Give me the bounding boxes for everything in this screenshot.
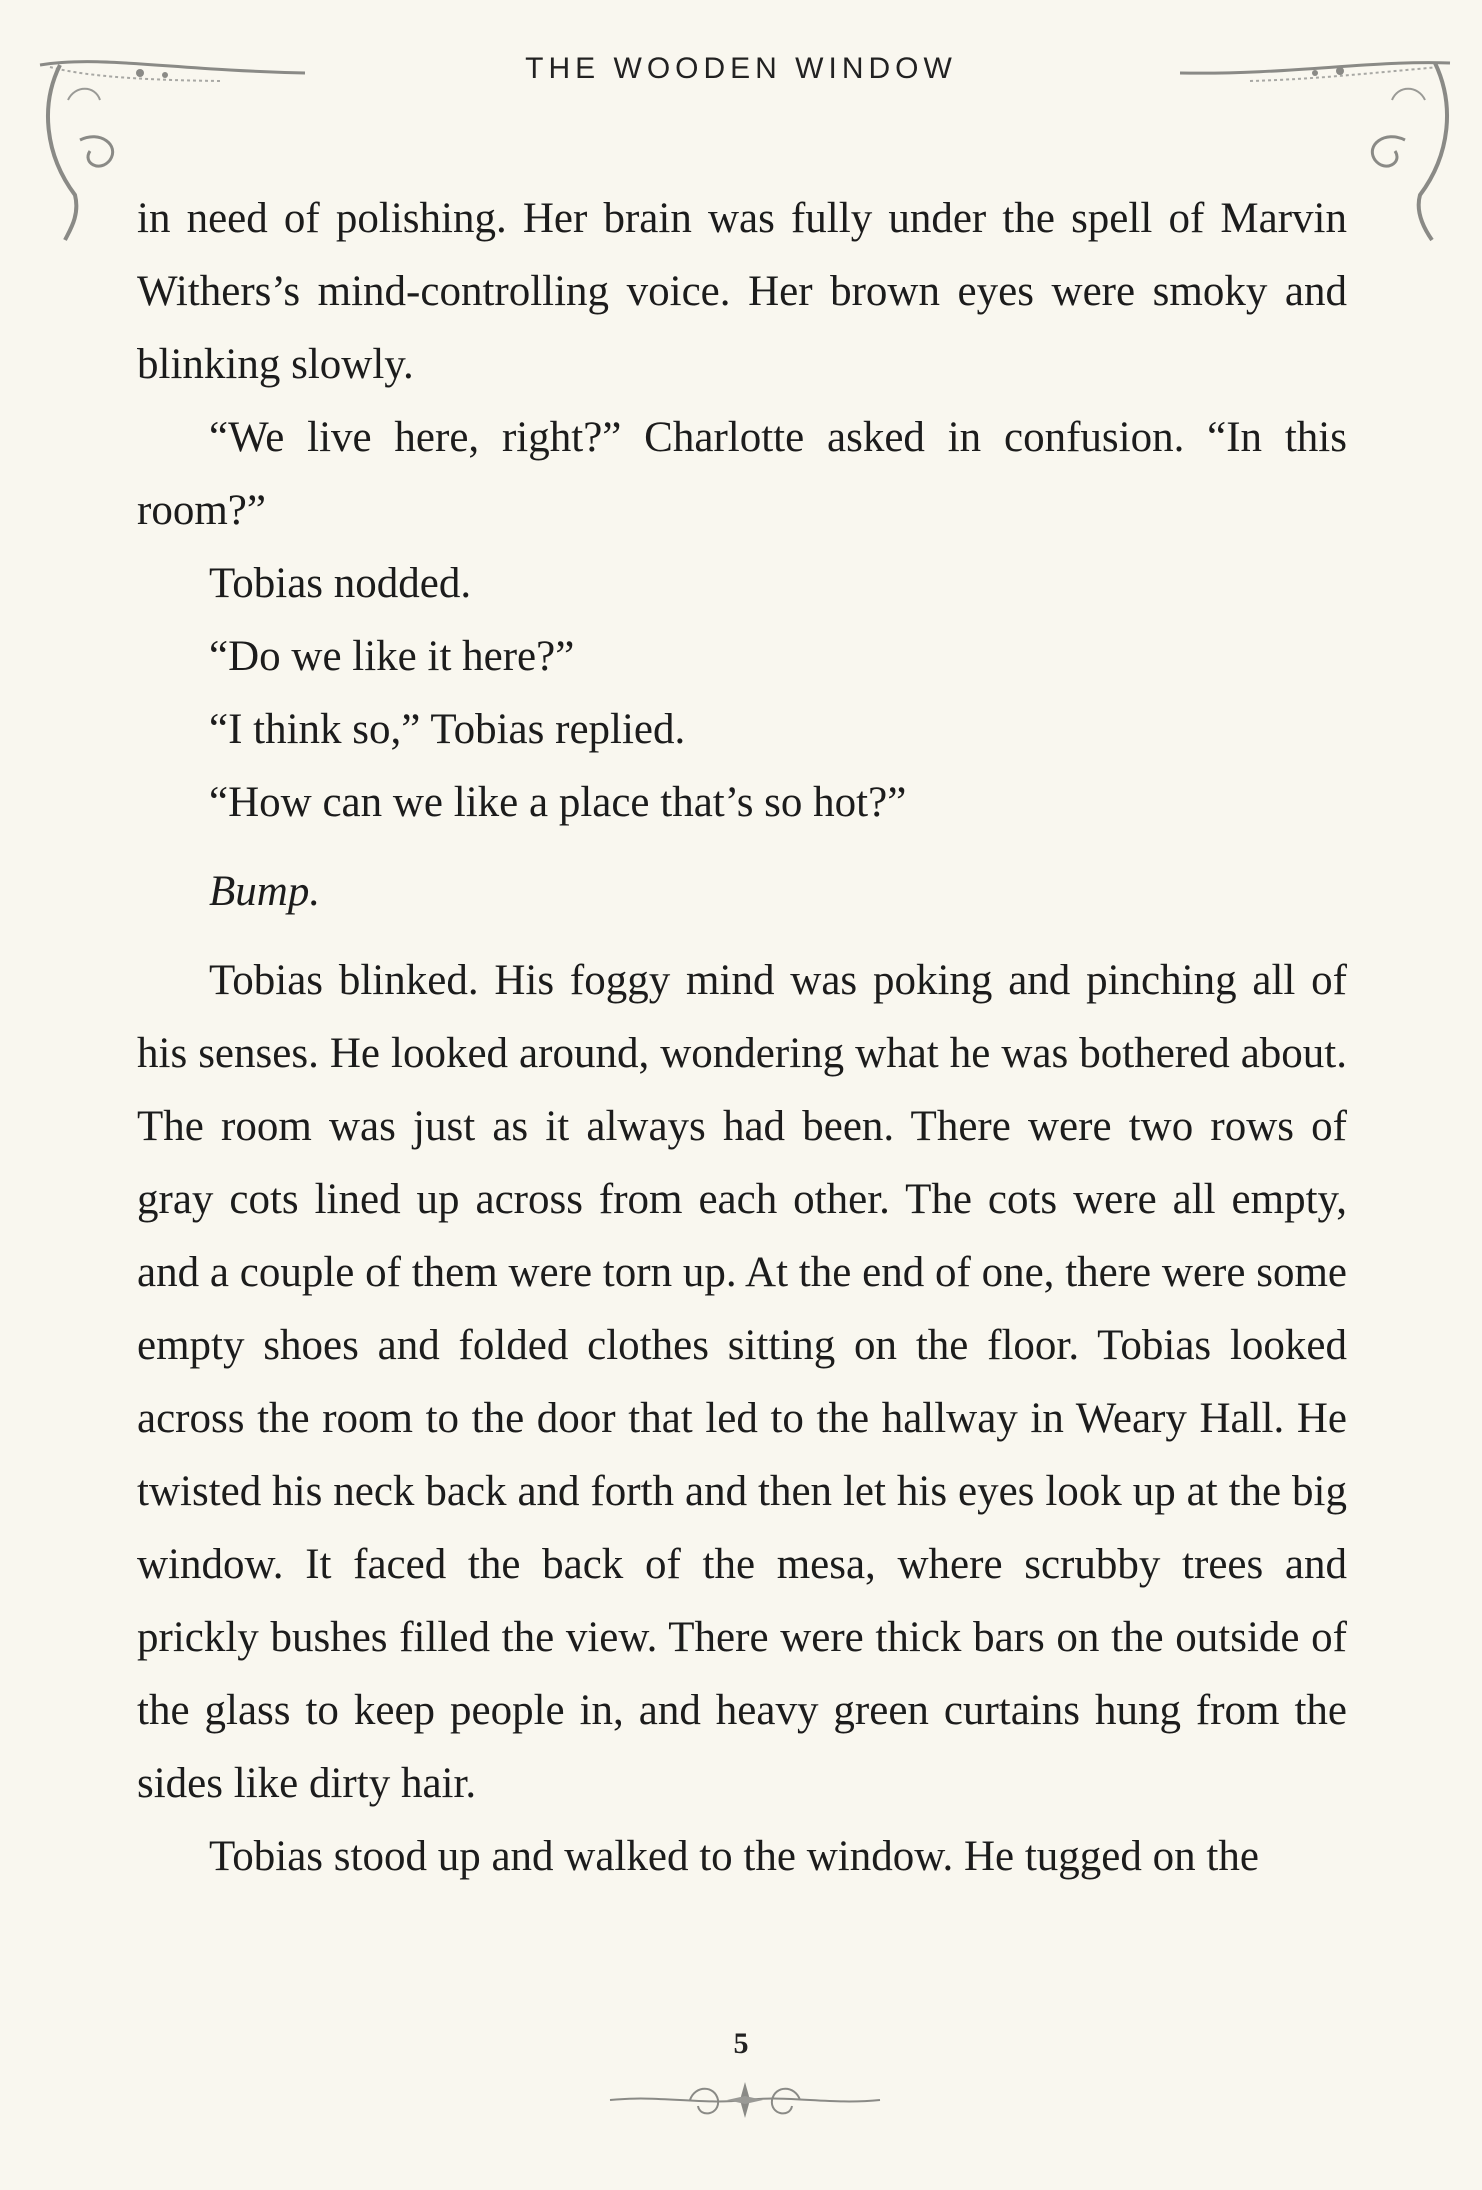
paragraph: “How can we like a place that’s so hot?” <box>209 779 907 826</box>
running-head: THE WOODEN WINDOW <box>525 52 957 85</box>
page-number: 5 <box>733 2027 749 2060</box>
paragraph: “Do we like it here?” <box>209 633 575 680</box>
scene-break: Bump. <box>209 868 321 915</box>
paragraph: in need of polishing. Her brain was fully under the spell of Marvin Withers’s mind-controlling voice. Her brown eyes were smoky and blinking slowly. <box>137 195 1347 388</box>
paragraph: Tobias blinked. His foggy mind was poking and pinching all of his senses. He looked around, wondering what he was bothered about. The room was just as it always had been. There were two rows of gray cots lined up across from each other. The cots were all empty, and a couple of them were torn up. At the end of one, there were some empty shoes and folded clothes sitting on the floor. Tobias looked across the room to the door that led to the hallway in Weary Hall. He twisted his neck back and forth and then let his eyes look up at the big window. It faced the back of the mesa, where scrubby trees and prickly bushes filled the view. There were thick bars on the outside of the glass to keep people in, and heavy green curtains hung from the sides like dirty hair. <box>137 957 1347 1807</box>
paragraph: “We live here, right?” Charlotte asked in confusion. “In this room?” <box>137 414 1347 534</box>
paragraph: Tobias stood up and walked to the window. He tugged on the <box>209 1833 1259 1880</box>
paragraph: Tobias nodded. <box>209 560 472 607</box>
body-text <box>137 182 1347 1893</box>
bottom-flourish <box>600 2070 890 2130</box>
paragraph: “I think so,” Tobias replied. <box>209 706 686 753</box>
